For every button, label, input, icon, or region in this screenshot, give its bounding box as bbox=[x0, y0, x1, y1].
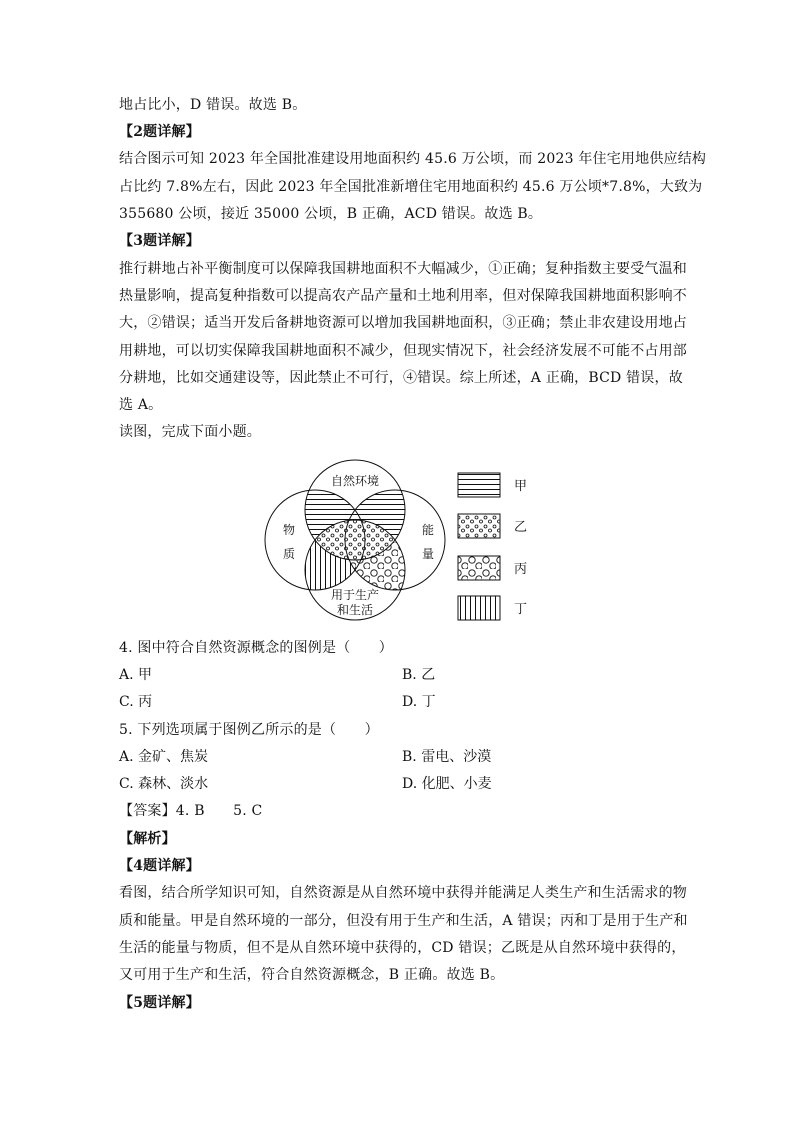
legend-label-yi: 乙 bbox=[514, 520, 528, 535]
text-line: 地占比小，D 错误。故选 B。 bbox=[119, 97, 307, 113]
q5-detail-header: 【5题详解】 bbox=[119, 995, 200, 1011]
label-matter-2: 质 bbox=[282, 547, 296, 561]
text-line: 热量影响，提高复种指数可以提高农产品产量和土地利用率，但对保障我国耕地面积影响不 bbox=[119, 288, 687, 304]
q4-detail-line: 生活的能量与物质，但不是从自然环境中获得的，CD 错误；乙既是从自然环境中获得的， bbox=[119, 940, 686, 956]
answer-line: 【答案】4. B 5. C bbox=[119, 803, 263, 819]
text-line: 推行耕地占补平衡制度可以保障我国耕地面积不大幅减少，①正确；复种指数主要受气温和 bbox=[119, 261, 687, 277]
q4-detail-line: 看图，结合所学知识可知，自然资源是从自然环境中获得并能满足人类生产和生活需求的物 bbox=[119, 885, 687, 901]
label-production-1: 用于生产 bbox=[330, 588, 380, 602]
text-line: 355680 公顷，接近 35000 公顷，B 正确，ACD 错误。故选 B。 bbox=[119, 206, 543, 222]
q5-option-a: A. 金矿、焦炭 bbox=[119, 749, 209, 765]
label-energy-2: 量 bbox=[421, 547, 435, 561]
q4-option-b: B. 乙 bbox=[402, 667, 436, 683]
question-5-stem: 5. 下列选项属于图例乙所示的是（ ） bbox=[119, 722, 379, 738]
q4-detail-line: 又可用于生产和生活，符合自然资源概念，B 正确。故选 B。 bbox=[119, 967, 505, 983]
region-jia-right bbox=[258, 452, 558, 628]
legend-label-jia: 甲 bbox=[514, 479, 528, 494]
venn-diagram bbox=[258, 452, 558, 628]
region-jia-left bbox=[258, 452, 558, 628]
legend-swatch-yi bbox=[458, 514, 500, 538]
label-matter-1: 物 bbox=[282, 523, 296, 537]
text-line: 读图，完成下面小题。 bbox=[119, 424, 261, 440]
region-bing bbox=[258, 452, 558, 628]
q4-option-c: C. 丙 bbox=[119, 694, 153, 710]
section-header: 【2题详解】 bbox=[119, 124, 200, 140]
question-4-stem: 4. 图中符合自然资源概念的图例是（ ） bbox=[119, 640, 394, 656]
region-yi bbox=[258, 452, 558, 628]
q5-option-b: B. 雷电、沙漠 bbox=[402, 749, 492, 765]
q4-detail-header: 【4题详解】 bbox=[119, 858, 200, 874]
legend-swatch-jia bbox=[458, 473, 500, 497]
label-natural-environment: 自然环境 bbox=[330, 474, 380, 488]
section-header: 【3题详解】 bbox=[119, 233, 200, 249]
text-line: 结合图示可知 2023 年全国批准建设用地面积约 45.6 万公顷，而 2023 年住宅用地供应结构 bbox=[119, 151, 707, 167]
venn-diagram-figure bbox=[258, 452, 558, 628]
legend-swatch-ding bbox=[458, 596, 500, 620]
label-energy-1: 能 bbox=[421, 523, 435, 537]
text-line: 分耕地，比如交通建设等，因此禁止不可行，④错误。综上所述，A 正确，BCD 错误，故 bbox=[119, 370, 683, 386]
legend-label-bing: 丙 bbox=[514, 562, 528, 577]
q4-option-a: A. 甲 bbox=[119, 667, 153, 683]
q4-option-d: D. 丁 bbox=[402, 694, 436, 710]
analysis-header: 【解析】 bbox=[119, 831, 176, 847]
text-line: 占比约 7.8%左右，因此 2023 年全国批准新增住宅用地面积约 45.6 万公顷*7.8%，大致为 bbox=[119, 179, 703, 195]
label-production-2: 和生活 bbox=[336, 603, 374, 617]
q5-option-d: D. 化肥、小麦 bbox=[402, 776, 492, 792]
region-ding bbox=[258, 452, 558, 628]
q5-option-c: C. 森林、淡水 bbox=[119, 776, 209, 792]
legend-label-ding: 丁 bbox=[514, 602, 528, 617]
text-line: 大，②错误；适当开发后备耕地资源可以增加我国耕地面积，③正确；禁止非农建设用地占 bbox=[119, 315, 687, 331]
legend-swatch-bing bbox=[458, 556, 500, 580]
text-line: 选 A。 bbox=[119, 397, 163, 413]
q4-detail-line: 质和能量。甲是自然环境的一部分，但没有用于生产和生活，A 错误；丙和丁是用于生产和 bbox=[119, 913, 688, 929]
text-line: 用耕地，可以切实保障我国耕地面积不减少，但现实情况下，社会经济发展不可能不占用部 bbox=[119, 343, 687, 359]
